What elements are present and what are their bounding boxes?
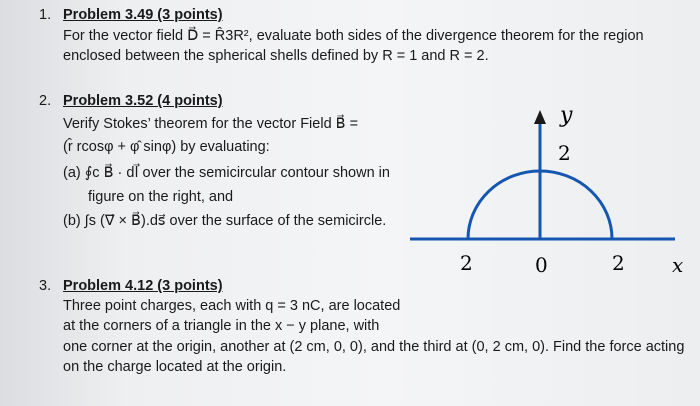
x-tick-2: 2 (612, 251, 625, 275)
problem-1-line-1: For the vector field D⃗ = R̂3R², evaluate both sides of the divergence theorem for the region (63, 28, 644, 44)
problem-2-title: Problem 3.52 (4 points) (63, 93, 223, 109)
y-axis-label: y (560, 103, 573, 128)
problem-3-line-2: at the corners of a triangle in the x − y plane, with (63, 318, 380, 334)
x-tick-neg2: 2 (460, 251, 473, 275)
problem-3-line-4: on the charge located at the origin. (63, 359, 287, 375)
y-axis-arrowhead (534, 110, 546, 124)
problem-2-number: 2. (39, 93, 52, 109)
x-tick-0: 0 (535, 253, 548, 277)
problem-1-line-2: enclosed between the spherical shells defined by R = 1 and R = 2. (63, 48, 489, 64)
problem-2-line-2: (r̂ rcosφ + φ̂ sinφ) by evaluating: (63, 139, 270, 155)
problem-1-title: Problem 3.49 (3 points) (63, 7, 223, 23)
problem-3-title: Problem 4.12 (3 points) (63, 278, 223, 294)
problem-3-number: 3. (39, 278, 52, 294)
problem-2-line-5: (b) ∫s (∇⃗ × B⃗).ds⃗ over the surface of the semicircle. (63, 213, 387, 229)
problem-1-number: 1. (39, 7, 52, 23)
problem-3-line-1: Three point charges, each with q = 3 nC, are located (63, 298, 401, 314)
y-tick-2: 2 (558, 141, 571, 165)
x-axis-label: x (672, 253, 684, 277)
semicircle-figure (410, 100, 695, 290)
problem-2-line-1: Verify Stokes’ theorem for the vector Field B⃗ = (63, 116, 359, 132)
problem-2-line-3: (a) ∮c B⃗ · dl⃗ over the semicircular contour shown in (63, 165, 390, 181)
problem-2-line-4: figure on the right, and (88, 189, 234, 205)
problem-3-line-3: one corner at the origin, another at (2 cm, 0, 0), and the third at (0, 2 cm, 0). Find the force acting (63, 339, 685, 355)
